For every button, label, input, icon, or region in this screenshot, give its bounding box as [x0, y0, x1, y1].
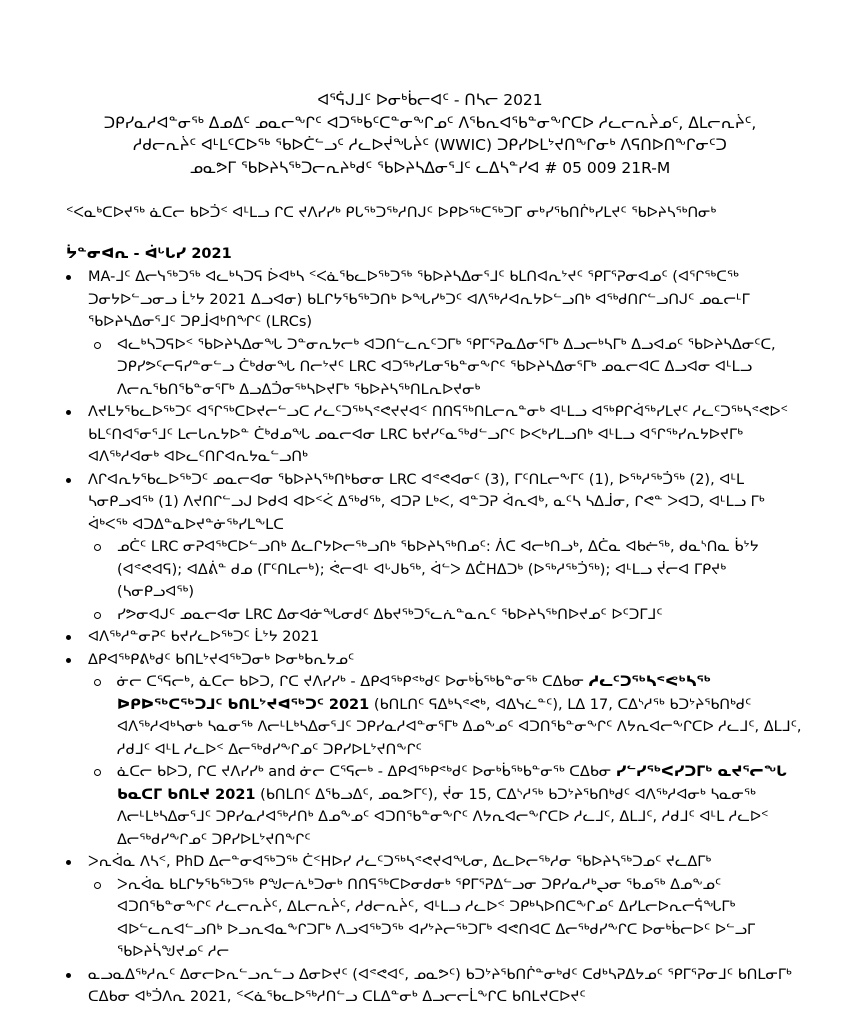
sub-list-item — [88, 536, 806, 604]
sub-item-text: ᓯᕗᓂᐊᒍᑦ ᓄᓇᓕᐊᓂ LRC ᐃᓂᐊᓃᖓᓂᑯᑦ ᐃᑲᔪᖅᑐᕐᓚᕇᓐᓇᕆᑦ ᖃᐅᔨᓴᖅᑎᐅᔪᓄᑦ ᐅᑦᑐᒥᒧᑦ — [117, 606, 663, 623]
title-line: ᐊᕐᕌᒍᒧᑦ ᐅᓂᒃᑳᓕᐊᑦ - ᑎᓴᓕ 2021 — [317, 91, 543, 109]
list-item — [66, 626, 806, 649]
sub-list — [88, 334, 806, 402]
sub-item-text: ᓃᓕ ᑕᕐᕋᓕᒃ, ᓈᑕᓕ ᑲᐅᑐ, ᒋᑕ ᔪᐱᓯᓯᒃ - ᐃᑭᐊᖅᑭᕝᒃᑯᑦ ᐅᓂᒃᑳᖅᑲᓐᓂᖅ ᑕᐃᑲᓂ — [117, 674, 589, 690]
sub-item-text: ᐳᕆᐋᓇ ᑲᒪᒋᔭᖃᖅᑐᖅ ᑭᖑᓕᕇᒃᑐᓂᒃ ᑎᑎᕋᖅᑕᐅᓂᑯᓂᒃ ᕿᒥᕐᕈᐃᓪᓗᓂ ᑐᑭᓯᓇᓱᒃᖢᓂ ᖃᓄᖅ ᐃᓄᖕᓄᑦ ᐊᑐᑎᖃᓐᓂᖕᒋᑦ ᓱᓚᓕᕆᔩᑦ, ᐃᒪᓕᕆᔩᑦ, ᓱᑯᓕᕆᔩᑦ, ᐊᒻᒪᓗ ᓱᓚᐅᑉ ᑐᑭᒃᓴᐅᑎᑕᖕᒋᓄᑦ ᐃᓯᒪᓕᐅᕆᓕᕌᖓᒥᒃ ᐊᐅᓪᓚᕆᐊᓪᓗᑎᒃ ᐅᓗᕆᐊᓇᖕᒋᑐᒥᒃ ᐱᓗᐊᖅᑐᖅ ᐊᓯᔾᔨᓕᖅᑐᒥᒃ ᐊᕙᑎᐊᑕ ᐃᓕᖅᑯᓯᖕᒋᑕ ᐅᓂᒃᑳᓕᐅᑦ ᐅᓪᓗᒥ ᖃᐅᔨᓵᖑᔪᓄᑦ ᓱᓕ — [117, 876, 756, 960]
sub-list — [88, 536, 806, 626]
list-item — [66, 649, 806, 852]
document-title — [40, 89, 820, 179]
authors-line: ᑉᐸᓇᒃᑕᐅᔪᖅ ᓈᑕᓕ ᑲᐅᑑᑉ ᐊᒻᒪᓗ ᒋᑕ ᔪᐱᓯᓯᒃ ᑭᒐᖅᑐᖅᓱᑎᒍᑦ ᐅᑭᐅᖅᑕᖅᑐᒥ ᓂᒃᓯᖃᑎᒌᒃᓯᒪᔪᑦ ᖃᐅᔨᓴᖅᑎᓂᒃ — [66, 205, 717, 221]
list-item-text: MA-ᒧᑦ ᐃᓕᓭᖅᑐᖅ ᐊᓚᒃᓴᑐᕋ ᐆᐊᒃᓴ ᑉᐸᓈᖃᓚᐅᖅᑐᖅ ᖃᐅᔨᓴᐃᓂᕐᒧᑦ ᑲᒪᑎᐊᕆᔾᔪᑦ ᕿᒥᕐᕈᓂᐊᓄᑦ (ᐊᕐᒋᖅᑕᖅ ᑐᓂᔭᐅᓪᓗᓂᓗ ᒫᔾᔭ 2021 ᐃᓗᐊᓂ) ᑲᒪᒋᔭᖃᖅᑐᑎᒃ ᐅᖓᓯᒃᑐᑦ ᐊᐱᖅᓱᐊᕆᔭᐅᓪᓗᑎᒃ ᐊᖅᑯᑎᒋᓪᓗᑎᒍᑦ ᓄᓇᓕᒻᒥ ᖃᐅᔨᓴᐃᓂᕐᒧᑦ ᑐᑭᒨᐊᒃᑎᖏᑦ (LRCs) — [88, 269, 750, 330]
title-line: ᓄᓇᕗᒥ ᖃᐅᔨᓴᖅᑐᓕᕆᔨᒃᑯᑦ ᖃᐅᔨᓴᐃᓂᕐᒧᑦ ᓚᐃᓴᓐᓯᐊ # 05 009 21R-M — [189, 158, 671, 177]
sub-list-item — [88, 334, 806, 402]
list-item — [66, 469, 806, 627]
sub-list-item — [88, 761, 806, 851]
sub-item-text: (ᑲᑎᒪᑎᑦ ᐃᖃᓗᐃᑦ, ᓄᓇᕗᒥᑦ), ᔫᓂ 15, ᑕᐃᔅᓱᖅ ᑲᑐᔾᔨᖃᑎᒃᑯᑦ ᐊᐱᖅᓱᐊᓂᒃ ᓴᓇᓂᖅ ᐱᓕᒻᒪᒃᓴᐃᓂᕐᒧᑦ ᑐᑭᓯᓇᓱᐊᖅᓱᑎᒃ ᐃᓄᖕᓄᑦ ᐊᑐᑎᖃᓐᓂᖕᒋᑦ ᐱᔭᕆᐊᓕᖕᒋᑕᐅ ᓱᓚᒧᑦ, ᐃᒪᒧᑦ, ᓱᑯᒧᑦ ᐊᒻᒪ ᓱᓚᐅᑉ ᐃᓕᖅᑯᓯᖕᒋᓄᑦ ᑐᑭᓯᐅᒪᔾᔪᑎᖕᒋᑦ — [117, 786, 769, 848]
sub-list-item — [88, 874, 806, 964]
sub-item-text: (ᑲᑎᒪᑎᑦ ᕋᐃᒃᓴᕝᕙᒃ, ᐊᐃᓭᓛᓐᑦ), ᒪᐃ 17, ᑕᐃᔅᓱᖅ ᑲᑐᔾᔨᖃᑎᒃᑯᑦ ᐊᐱᖅᓱᐊᒃᓴᓂᒃ ᓴᓇᓂᖅ ᐱᓕᒻᒪᒃᓴᐃᓂᕐᒧᑦ ᑐᑭᓯᓇᓱᐊᓐᓂᕐᒥᒃ ᐃᓄᖕᓄᑦ ᐊᑐᑎᖃᓐᓂᖕᒋᑦ ᐱᔭᕆᐊᓕᖕᒋᑕᐅ ᓱᓚᒧᑦ, ᐃᒪᒧᑦ, ᓱᑯᒧᑦ ᐊᒻᒪ ᓱᓚᐅᑉ ᐃᓕᖅᑯᓯᖕᒋᓄᑦ ᑐᑭᓯᐅᒪᔾᔪᑎᖕᒋᑦ — [117, 696, 802, 758]
event-name: ᓱᓚᑦᑐᖅᓴᕝᕙᒃᓴᖅ ᐅᑭᐅᖅᑕᖅᑐᒧᑦ ᑲᑎᒪᔾᔪᐊᖅᑐᑦ 2021 — [117, 674, 711, 713]
activity-list — [66, 266, 806, 1009]
list-item-text: ᓇᓗᓇᐃᖅᓱᕆᑦ ᐃᓂᓕᐅᕆᓪᓗᕆᓪᓗ ᐃᓂᐅᔪᑦ (ᐊᕝᕙᐊᑦ, ᓄᓇᕗᑦ) ᑲᑐᔾᔨᖃᑎᒌᓐᓂᒃᑯᑦ ᑕᑯᒃᓴᕈᐃᔭᓄᑦ ᕿᒥᕐᕈᓂᒧᑦ ᑲᑎᒪᓂᒥᒃ ᑕᐃᑲᓂ ᐊᒃᑑᐱᕆ 2021, ᑉᐸᓈᖃᓚᐅᖅᓱᑎᓪᓗ ᑕᒪᐃᓐᓂᒃ ᐃᓗᓕᓕᒫᖕᒋᑕ ᑲᑎᒪᔪᑕᐅᔪᑦ — [88, 966, 792, 1005]
sub-item-text: ᐊᓚᒃᓴᑐᕋᐅᑉ ᖃᐅᔨᓴᐃᓂᖓ ᑐᓐᓂᕆᔭᓕᒃ ᐊᑐᑎᓪᓚᕆᑦᑐᒥᒃ ᕿᒥᕐᕈᓇᐃᓂᕐᒥᒃ ᐃᓗᓕᒃᓴᒥᒃ ᐃᓗᐊᓄᑦ ᖃᐅᔨᓴᐃᓂᑦᑕ, ᑐᑭᓯᕗᑦᓕᕋᓯᓐᓂᓪᓗ ᑖᒃᑯᓂᖓ ᑎᓕᔾᔪᑦ LRC ᐊᑐᖅᓯᒪᓂᖃᓐᓂᖕᒋᑦ ᖃᐅᔨᓴᐃᓂᕐᒥᒃ ᓄᓇᓕᐊᑕ ᐃᓗᐊᓂ ᐊᒻᒪᓗ ᐱᓕᕆᖃᑎᖃᓐᓂᕐᒥᒃ ᐃᓗᐃᑑᓂᖅᓴᐅᔪᒥᒃ ᖃᐅᔨᓴᖅᑎᒪᕆᐅᔪᓂᒃ — [117, 336, 776, 398]
list-item-text: ᐃᑭᐊᖅᑭᕕᒃᑯᑦ ᑲᑎᒪᔾᔪᐊᖅᑐᓂᒃ ᐅᓂᒃᑲᕆᔭᓄᑦ — [88, 651, 355, 668]
event-name: ᓯᓪᓯᖅᐸᓯᑐᒥᒃ ᓇᔪᕐᓕᖓ ᑲᓇᑕᒥ ᑲᑎᒪᔪ 2021 — [117, 764, 787, 803]
title-line: ᓱᑯᓕᕆᔩᑦ ᐊᒻᒪᑦᑕᐅᖅ ᖃᐅᑖᓪᓗᑦ ᓱᓚᐅᔫᖓᔩᑦ (WWIC) ᑐᑭᓯᐅᒪᔾᔪᑎᖕᒋᓂᒃ ᐱᕋᑎᐅᑎᖕᒋᓂᑦᑐ — [133, 136, 727, 154]
sub-item-text: ᓄᑖᑦ LRC ᓂᕈᐊᖅᑕᐅᓪᓗᑎᒃ ᐃᓚᒋᔭᐅᓕᖅᓗᑎᒃ ᖃᐅᔨᓴᖅᑎᓄᑦ: ᐲᑕ ᐊᓕᒃᑎᓗᒃ, ᐃᑖᓇ ᐊᑲᓖᖅ, ᑯᓇᔅᑎᓇ ᑳᔾᔭ (ᐊᕝᕙᐊᕋ); ᐊᐃᕖᓐ ᑯᓄ (ᒥᑦᑎᒪᓕᒃ); ᕚᓕᐊᒻ ᐊᒡᒍᑲᖅ, ᐋᓪᐳ ᐃᑖHᐃᑐᒃ (ᐅᖅᓱᖅᑑᖅ); ᐊᒻᒪᓗ ᔫᓕᐊ ᒥᑭᔪᒃ (ᓴᓂᑭᓗᐊᖅ) — [117, 539, 759, 600]
list-item-text: ᐳᕆᐋᓇ ᐱᓴᑉ, PhD ᐃᓕᓐᓂᐊᖅᑐᖅ ᑖᑉHᐅᓯ ᓱᓚᑦᑐᖅᓴᕝᕙᔪᐊᖓᓂ, ᐃᓚᐅᓕᖅᓱᓂ ᖃᐅᔨᓴᖅᑐᓄᑦ ᔪᓚᐃᒥᒃ — [88, 854, 712, 870]
title-line: ᑐᑭᓯᓇᓱᐊᓐᓂᖅ ᐃᓄᐃᑦ ᓄᓇᓕᖕᒋᑦ ᐊᑐᖅᑲᑦᑕᓐᓂᖕᒋᓄᑦ ᐱᖃᕆᐊᖃᓐᓂᖕᒋᑕᐅ ᓱᓚᓕᕆᔩᓄᑦ, ᐃᒪᓕᕆᔩᑦ, — [103, 113, 757, 132]
list-item — [66, 851, 806, 964]
sub-list — [88, 874, 806, 964]
list-item-text: ᐱᔪᒪᔭᖃᓚᐅᖅᑐᑦ ᐊᕐᒋᖅᑕᐅᔪᓕᓪᓗᑕ ᓱᓚᑦᑐᖅᓴᕝᕙᔪᔪᐊᑉ ᑎᑎᕋᖅᑎᒪᓕᕆᓐᓂᒃ ᐊᒻᒪᓗ ᐊᖅᑭᒋᐋᖅᓯᒪᔪᑦ ᓱᓚᑦᑐᖅᓴᕝᕙᐅᑉ ᑲᒪᑦᑎᐊᕐᓂᕐᒧᑦ ᒪᓕᒐᕆᔭᐅᓐ ᑖᒃᑯᓄᖓ ᓄᓇᓕᐊᓂ LRC ᑲᔪᓯᑦᓇᖅᑯᓪᓗᒋᑦ ᐅᐸᒃᓯᒪᓗᑎᒃ ᐊᒻᒪᓗ ᐊᕐᒋᖅᓯᕆᔭᐅᔪᒥᒃ ᐊᐱᖅᓱᐊᓂᒃ ᐊᐅᓚᑦᑎᒋᐊᕆᔭᓇᓪᓗᑎᒃ — [88, 404, 788, 465]
list-item-text: ᐱᒋᐊᕆᔭᖃᓚᐅᖅᑐᑦ ᓄᓇᓕᐊᓂ ᖃᐅᔨᓴᖅᑎᒃᑲᓂᓂ LRC ᐊᕝᕙᐊᓂᑦ (3), ᒥᑦᑎᒪᓕᖕᒥᑦ (1), ᐅᖅᓱᖅᑑᖅ (2), ᐊᒻᒪ ᓴᓂᑭᓗᐊᖅ (1) ᐱᔪᑎᒋᓪᓗᒍ ᐅᑯᐊ ᐊᐅᑉᐹ ᐃᖅᑯᖅ, ᐊᑐᕈ ᒪᒃᐸ, ᐊᓐᑐᕈ ᐋᕆᐊᒃ, ᓇᑦᓴ ᓴᐃᒨᓂ, ᒋᕙᓐ ᐳᐊᑐ, ᐊᒻᒪᓗ ᒥᒃ ᐋᒃᐸᖅ ᐊᑐᐃᓐᓇᐅᔪᓐᓃᖅᓯᒪᖕᒪᑕ — [88, 471, 765, 533]
sub-list-item — [88, 671, 806, 761]
sub-item-text: ᓈᑕᓕ ᑲᐅᑐ, ᒋᑕ ᔪᐱᓯᓯᒃ and ᓃᓕ ᑕᕐᕋᓕᒃ - ᐃᑭᐊᖅᑭᕝᒃᑯᑦ ᐅᓂᒃᑳᖅᑲᓐᓂᖅ ᑕᐃᑲᓂ — [117, 764, 616, 780]
list-item — [66, 964, 806, 1009]
list-item-text: ᐊᐱᖅᓱᓐᓂᕈᑦ ᑲᔪᓯᓚᐅᖅᑐᑦ ᒫᔾᔭ 2021 — [88, 629, 320, 645]
period-heading: ᔮᓐᓂᐊᕆ - ᐋᒡᒐᓯ 2021 — [66, 246, 232, 262]
list-item — [66, 401, 806, 469]
sub-list-item — [88, 604, 806, 627]
list-item — [66, 266, 806, 401]
sub-list — [88, 671, 806, 851]
